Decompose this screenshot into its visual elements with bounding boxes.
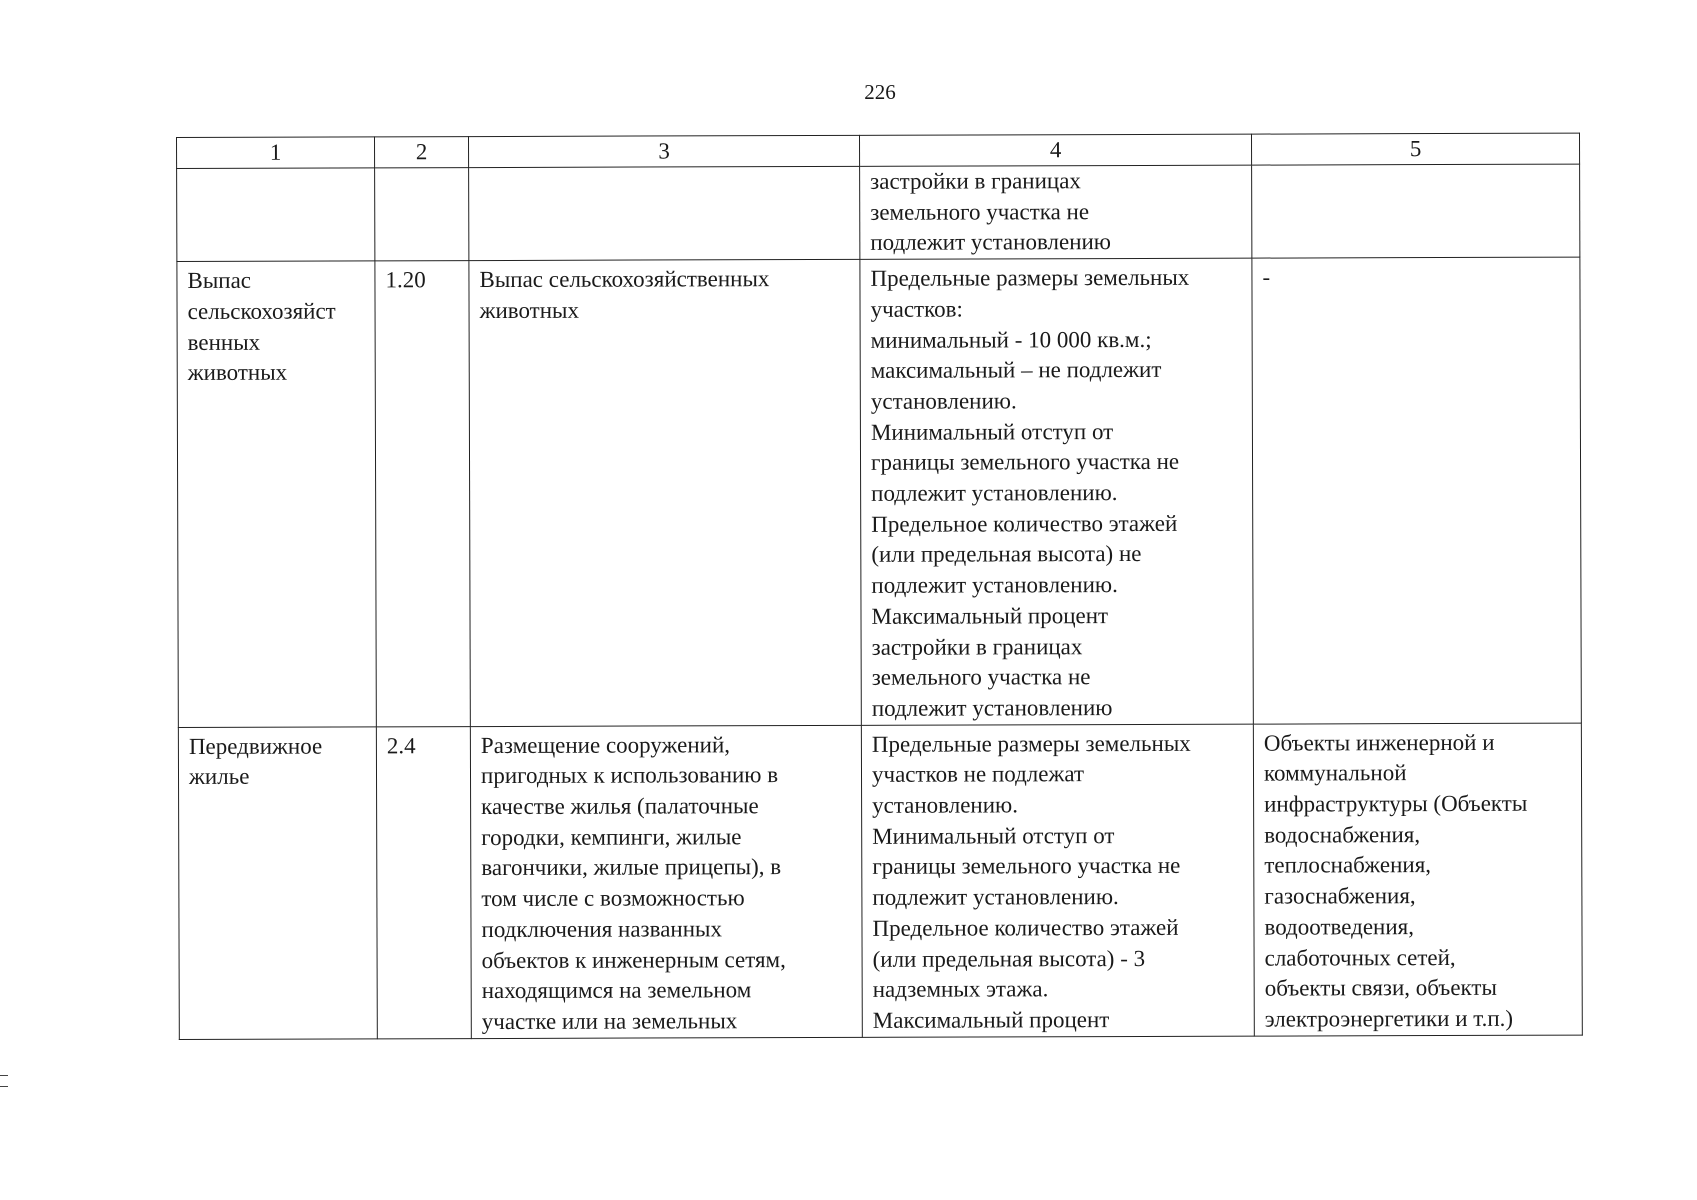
use-description-cell: Выпас сельскохозяйственных животных bbox=[469, 259, 861, 726]
use-code-cell: 1.20 bbox=[375, 261, 470, 727]
notes-cell: - bbox=[1252, 257, 1581, 724]
scan-edge-mark bbox=[0, 1075, 8, 1087]
parameters-cell: Предельные размеры земельных участков: минимальный - 10 000 кв.м.; максимальный – не подлежит установлению. Минимальный отступ от границы земельного участка не подлежит установлению. Предельное количество этажей (или предельная высота) не подлежит установлению. Максимальный процент застройки в границах земельного участка не подлежит установлению bbox=[860, 258, 1253, 725]
notes-cell: Объекты инженерной и коммунальной инфраструктуры (Объекты водоснабжения, теплоснабжения, газоснабжения, водоотведения, слаботочных сетей, объекты связи, объекты электроэнергетики и т.п.) bbox=[1253, 723, 1582, 1036]
table-header-row bbox=[177, 133, 1580, 168]
notes-cell bbox=[1252, 164, 1580, 258]
page-number: 226 bbox=[864, 80, 896, 104]
zoning-table bbox=[176, 133, 1583, 1040]
column-header-3: 3 bbox=[469, 135, 860, 167]
parameters-cell: Предельные размеры земельных участков не подлежат установлению. Минимальный отступ от границы земельного участка не подлежит установлению. Предельное количество этажей (или предельная высота) - 3 надземных этажа. Максимальный процент bbox=[861, 724, 1254, 1037]
column-header-2: 2 bbox=[375, 137, 469, 168]
use-code-cell bbox=[375, 168, 469, 261]
use-code-cell: 2.4 bbox=[376, 726, 471, 1038]
use-name-cell: Передвижное жилье bbox=[178, 727, 377, 1040]
use-description-cell: Размещение сооружений, пригодных к использованию в качестве жилья (палаточные городки, кемпинги, жилые вагончики, жилые прицепы), в том числе с возможностью подключения названных объектов к инженерным сетям, находящимся на земельном участке или на земельных bbox=[470, 725, 862, 1038]
use-name-cell: Выпас сельскохозяйст венных животных bbox=[177, 261, 376, 727]
use-description-cell bbox=[469, 166, 860, 260]
column-header-4: 4 bbox=[859, 134, 1251, 166]
column-header-1: 1 bbox=[177, 137, 375, 169]
parameters-cell: застройки в границах земельного участка не подлежит установлению bbox=[860, 165, 1252, 259]
table-row bbox=[177, 257, 1581, 727]
table-row bbox=[177, 164, 1580, 262]
table-row bbox=[178, 723, 1582, 1039]
use-name-cell bbox=[177, 168, 375, 262]
column-header-5: 5 bbox=[1251, 133, 1579, 165]
